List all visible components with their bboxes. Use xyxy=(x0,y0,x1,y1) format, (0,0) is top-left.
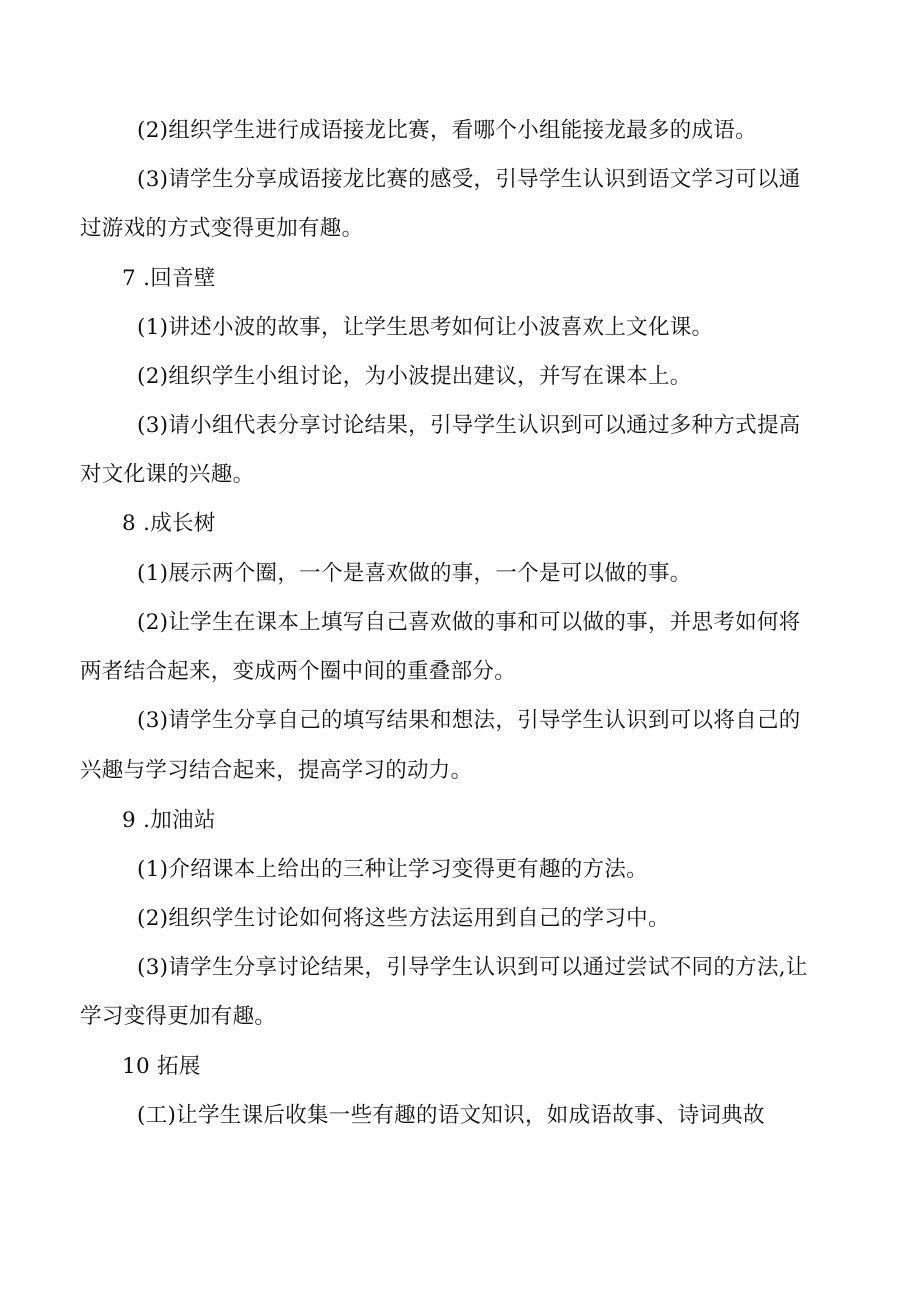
paragraph-line: (3)请学生分享讨论结果，引导学生认识到可以通过尝试不同的方法,让 xyxy=(137,955,808,980)
paragraph-line: (2)让学生在课本上填写自己喜欢做的事和可以做的事，并思考如何将 xyxy=(137,610,801,635)
paragraph-line: (1)展示两个圈，一个是喜欢做的事，一个是可以做的事。 xyxy=(137,561,692,586)
paragraph-line: (3)请学生分享自己的填写结果和想法，引导学生认识到可以将自己的 xyxy=(137,708,801,733)
paragraph-line: 学习变得更加有趣。 xyxy=(80,1004,277,1029)
section-heading: 10 拓展 xyxy=(122,1054,201,1079)
section-heading: 7 .回音壁 xyxy=(122,266,216,291)
paragraph-line: 过游戏的方式变得更加有趣。 xyxy=(80,216,364,241)
paragraph-line: (3)请小组代表分享讨论结果，引导学生认识到可以通过多种方式提高 xyxy=(137,413,801,438)
paragraph-line: 兴趣与学习结合起来，提高学习的动力。 xyxy=(80,758,473,783)
paragraph-line: (2)组织学生小组讨论，为小波提出建议，并写在课本上。 xyxy=(137,364,692,389)
paragraph-line: (3)请学生分享成语接龙比赛的感受，引导学生认识到语文学习可以通 xyxy=(137,167,801,192)
section-heading: 8 .成长树 xyxy=(122,511,216,536)
paragraph-line: (2)组织学生讨论如何将这些方法运用到自己的学习中。 xyxy=(137,906,670,931)
section-heading: 9 .加油站 xyxy=(122,808,216,833)
paragraph-line: 两者结合起来，变成两个圈中间的重叠部分。 xyxy=(80,659,517,684)
paragraph-line: (工)让学生课后收集一些有趣的语文知识，如成语故事、诗词典故 xyxy=(137,1103,765,1128)
paragraph-line: 对文化课的兴趣。 xyxy=(80,462,255,487)
paragraph-line: (1)讲述小波的故事，让学生思考如何让小波喜欢上文化课。 xyxy=(137,315,714,340)
paragraph-line: (1)介绍课本上给出的三种让学习变得更有趣的方法。 xyxy=(137,857,648,882)
paragraph-line: (2)组织学生进行成语接龙比赛，看哪个小组能接龙最多的成语。 xyxy=(137,118,757,143)
